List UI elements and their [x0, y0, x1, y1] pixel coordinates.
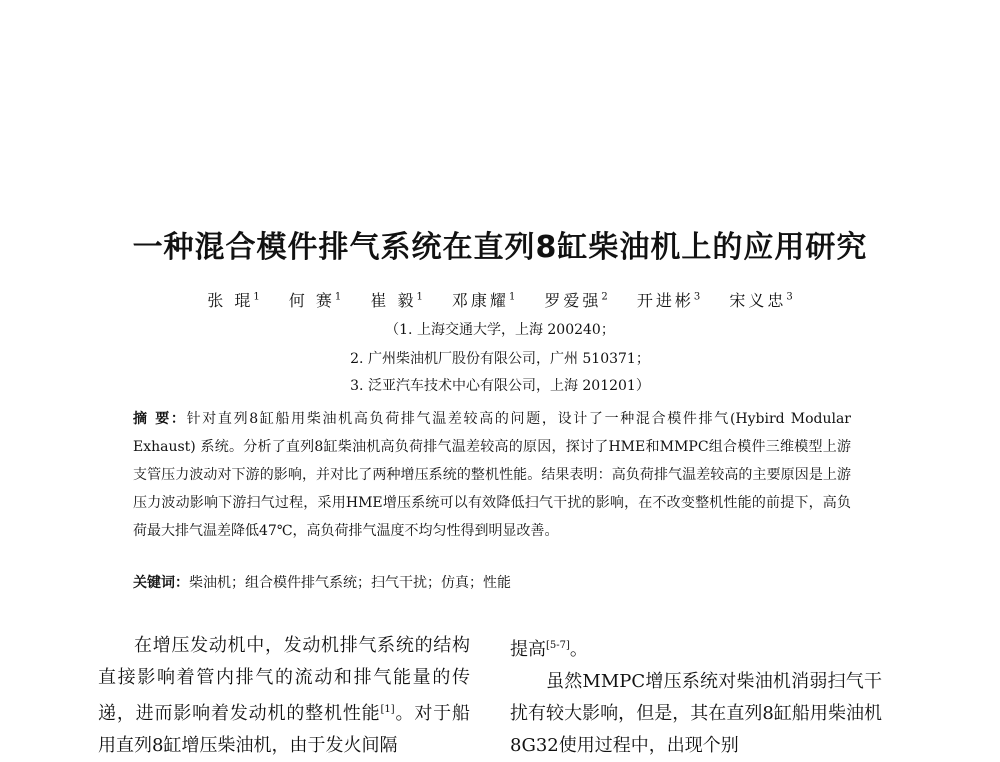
citation: [5-7]: [546, 640, 570, 651]
affiliation: （1. 上海交通大学，上海 200240；: [385, 322, 615, 338]
paragraph: 提高[5-7]。: [510, 639, 588, 660]
paragraph: 在增压发动机中，发动机排气系统的结构直接影响着管内排气的流动和排气能量的传递，进而影响着发动机的整机性能[1]。对于船用直列8缸增压柴油机，由于发火间隔: [98, 635, 471, 756]
author: 何 赛$^1$: [288, 291, 342, 310]
abstract: [133, 405, 851, 545]
author: 开进彬$^3$: [636, 291, 701, 310]
citation: [1]: [380, 704, 395, 715]
keywords-label: 关键词：: [133, 575, 189, 591]
author-list: [0, 288, 1000, 311]
paragraph: 虽然MMPC增压系统对柴油机消弱扫气干扰有较大影响，但是，其在直列8缸船用柴油机8G32使用过程中，出现个别: [510, 671, 882, 756]
author: 罗爱强$^2$: [544, 291, 608, 310]
affiliation: 2. 广州柴油机厂股份有限公司，广州 510371；: [350, 351, 650, 367]
affiliation: 3. 泛亚汽车技术中心有限公司，上海 201201）: [350, 378, 650, 394]
body-column-left: [98, 630, 470, 762]
paper-title: 一种混合模件排气系统在直列8缸柴油机上的应用研究: [132, 230, 868, 265]
keywords-text: 柴油机；组合模件排气系统；扫气干扰；仿真；性能: [189, 575, 511, 591]
author: 张 琨$^1$: [207, 291, 260, 310]
abstract-label: 摘 要：: [133, 411, 187, 427]
author: 宋义忠$^3$: [729, 291, 793, 310]
abstract-text: 针对直列8缸船用柴油机高负荷排气温差较高的问题，设计了一种混合模件排气(Hybird Modular Exhaust) 系统。分析了直列8缸柴油机高负荷排气温差较高的原因，探讨了HME和MMPC组合模件三维模型上游支管压力波动对下游的影响，并对比了两种增压系统的整机性能。结果表明：高负荷排气温差较高的主要原因是上游压力波动影响下游扫气过程，采用HME增压系统可以有效降低扫气干扰的影响，在不改变整机性能的前提下，高负荷最大排气温差降低47℃，高负荷排气温度不均匀性得到明显改善。: [133, 411, 851, 539]
author: 崔 毅$^1$: [370, 291, 423, 310]
author: 邓康耀$^1$: [451, 291, 516, 310]
keywords: [133, 572, 511, 592]
body-column-right: [510, 630, 882, 762]
